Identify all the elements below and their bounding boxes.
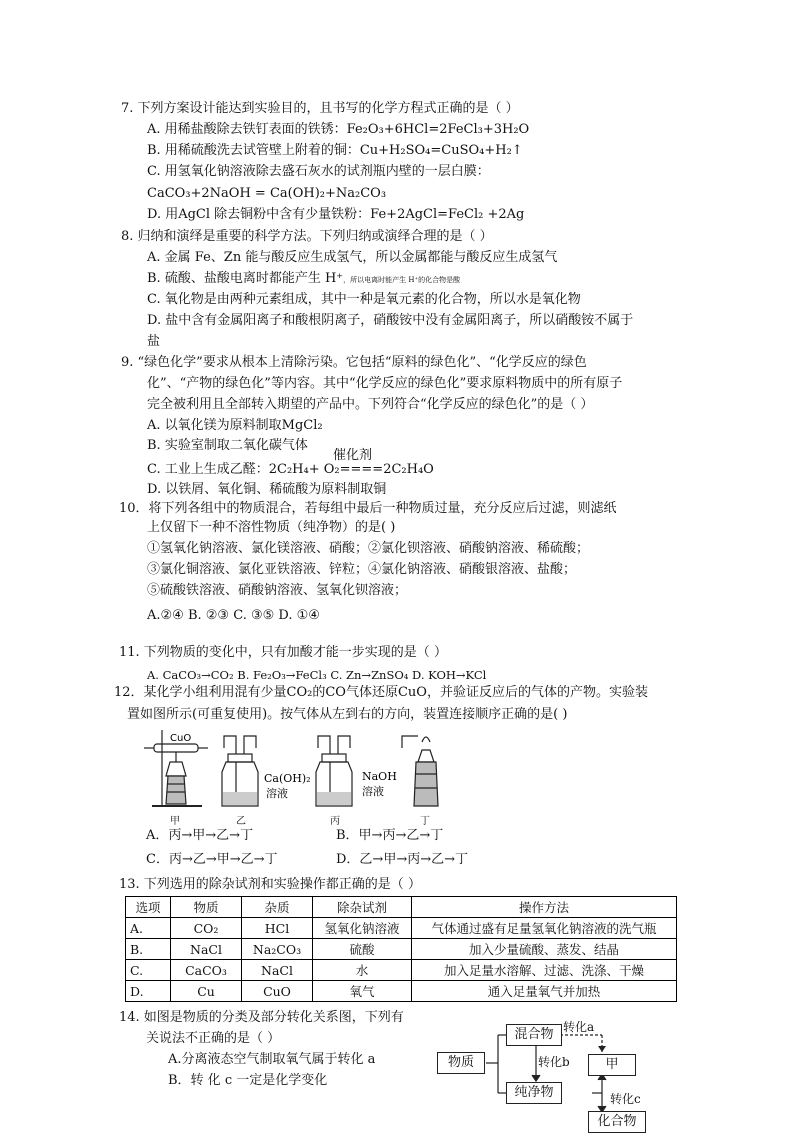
solution-naoh-label-2: 溶液 — [362, 785, 384, 798]
label-conversion-b: 转化b — [538, 1055, 570, 1069]
apparatus-ding — [402, 736, 438, 806]
table-row — [126, 918, 677, 939]
q12-apparatus-figure — [140, 728, 460, 820]
q8-option-b-main: B. 硫酸、盐酸电离时都能产生 H⁺ — [147, 271, 344, 286]
cuo-label: CuO — [170, 733, 192, 744]
table-row — [126, 960, 677, 981]
q13-stem: 13. 下列选用的除杂试剂和实验操作都正确的是（ ） — [119, 877, 421, 892]
cell: 通入足量氧气并加热 — [412, 981, 677, 1002]
q10-item-line3: ⑤硫酸铁溶液、硝酸钠溶液、氢氧化钡溶液； — [147, 583, 408, 598]
cell: A. — [126, 918, 171, 939]
table-row — [126, 939, 677, 960]
q10-options: A.②④ B. ②③ C. ③⑤ D. ①④ — [147, 608, 320, 623]
cell: CaCO₃ — [171, 960, 242, 981]
box-compound: 化合物 — [588, 1111, 646, 1133]
cell: 水 — [313, 960, 412, 981]
solution-caoh2-label: Ca(OH)₂ — [264, 772, 311, 785]
cell: NaCl — [171, 939, 242, 960]
q10-stem-line1: 10．将下列各组中的物质混合，若每组中最后一种物质过量，充分反应后过滤，则滤纸 — [119, 501, 617, 516]
header-reagent: 除杂试剂 — [313, 897, 412, 918]
label-jia: 甲 — [170, 816, 180, 827]
q14-option-a: A.分离液态空气制取氧气属于转化 a — [168, 1052, 376, 1067]
cell: 气体通过盛有足量氢氧化钠溶液的洗气瓶 — [412, 918, 677, 939]
cell: D. — [126, 981, 171, 1002]
q8-option-b — [147, 270, 460, 289]
q8-option-c: C. 氧化物是由两种元素组成，其中一种是氧元素的化合物，所以水是氧化物 — [147, 292, 581, 307]
q7-option-b: B. 用稀硫酸洗去试管壁上附着的铜：Cu+H₂SO₄=CuSO₄+H₂↑ — [147, 143, 523, 158]
apparatus-bing — [316, 736, 352, 806]
q9-stem-line1: 9. “绿色化学”要求从根本上清除污染。它包括“原料的绿色化”、“化学反应的绿色 — [121, 355, 587, 370]
label-conversion-c: 转化c — [610, 1092, 641, 1106]
cell: NaCl — [242, 960, 313, 981]
label-conversion-a: 转化a — [563, 1020, 595, 1034]
q14-stem-line2: 关说法不正确的是（ ） — [146, 1031, 281, 1046]
q8-option-d: D. 盐中含有金属阳离子和酸根阴离子，硝酸铵中没有金属阳离子，所以硝酸铵不属于 — [147, 313, 634, 328]
label-ding: 丁 — [420, 816, 430, 827]
q11-options: A. CaCO₃→CO₂ B. Fe₂O₃→FeCl₃ C. Zn→ZnSO₄ D. KOH→KCl — [147, 668, 487, 682]
cell: Cu — [171, 981, 242, 1002]
box-jia: 甲 — [588, 1054, 636, 1076]
table-header-row — [126, 897, 677, 918]
q9-option-b: B. 实验室制取二氧化碳气体 — [147, 438, 308, 453]
q8-stem: 8. 归纳和演绎是重要的科学方法。下列归纳或演绎合理的是（ ） — [121, 229, 493, 244]
cell: B. — [126, 939, 171, 960]
q12-option-b: B．甲→丙→乙→丁 — [336, 828, 444, 843]
q7-option-d: D. 用AgCl 除去铜粉中含有少量铁粉：Fe+2AgCl=FeCl₂ +2Ag — [147, 207, 525, 222]
q10-item-line1: ①氢氧化钠溶液、氯化镁溶液、硝酸；②氯化钡溶液、硝酸钠溶液、稀硫酸； — [147, 541, 590, 556]
q9-option-c: C. 工业上生成乙醛：2C₂H₄+ O₂====2C₂H₄O — [147, 462, 434, 477]
q7-option-c-equation: CaCO₃+2NaOH = Ca(OH)₂+Na₂CO₃ — [147, 186, 387, 201]
header-operation: 操作方法 — [412, 897, 677, 918]
q8-option-a: A. 金属 Fe、Zn 能与酸反应生成氢气，所以金属都能与酸反应生成氢气 — [147, 250, 558, 265]
q9-stem-line3: 完全被利用且全部转入期望的产品中。下列符合“化学反应的绿色化”的是（ ） — [147, 397, 594, 412]
cell: 氢氧化钠溶液 — [313, 918, 412, 939]
box-pure-substance: 纯净物 — [506, 1082, 562, 1104]
cell: 加入少量硫酸、蒸发、结晶 — [412, 939, 677, 960]
header-substance: 物质 — [171, 897, 242, 918]
q9-catalyst-label: 催化剂 — [333, 448, 373, 463]
box-mixture: 混合物 — [506, 1024, 562, 1046]
q9-stem-line2: 化”、“产物的绿色化”等内容。其中“化学反应的绿色化”要求原料物质中的所有原子 — [147, 376, 623, 391]
q12-stem-line1: 12．某化学小组利用混有少量CO₂的CO气体还原CuO，并验证反应后的气体的产物。实验装 — [114, 685, 648, 700]
q12-option-a: A．丙→甲→乙→丁 — [146, 828, 254, 843]
q7-option-c: C. 用氢氧化钠溶液除去盛石灰水的试剂瓶内壁的一层白膜： — [147, 164, 490, 179]
cell: HCl — [242, 918, 313, 939]
q13-table — [125, 896, 677, 1002]
header-impurity: 杂质 — [242, 897, 313, 918]
q12-stem-line2: 置如图所示(可重复使用)。按气体从左到右的方向，装置连接顺序正确的是( ) — [127, 707, 568, 722]
q7-option-a: A. 用稀盐酸除去铁钉表面的铁锈：Fe₂O₃+6HCl=2FeCl₃+3H₂O — [147, 122, 530, 137]
cell: 加入足量水溶解、过滤、洗涤、干燥 — [412, 960, 677, 981]
q10-stem-line2: 上仅留下一种不溶性物质（纯净物）的是( ) — [147, 520, 396, 535]
q9-option-d: D. 以铁屑、氧化铜、稀硫酸为原料制取铜 — [147, 482, 387, 497]
q14-stem-line1: 14. 如图是物质的分类及部分转化关系图，下列有 — [119, 1010, 404, 1025]
cell: CO₂ — [171, 918, 242, 939]
q12-option-c: C．丙→乙→甲→乙→丁 — [146, 852, 278, 867]
q8-option-d-continued: 盐 — [147, 334, 161, 349]
cell: C. — [126, 960, 171, 981]
header-option: 选项 — [126, 897, 171, 918]
solution-caoh2-label-2: 溶液 — [266, 787, 288, 800]
q8-option-b-continued: ，所以电离时能产生 H⁺的化合物是酸 — [343, 276, 461, 284]
label-bing: 丙 — [330, 816, 340, 827]
q10-item-line2: ③氯化铜溶液、氯化亚铁溶液、锌粒；④氯化钠溶液、硝酸银溶液、盐酸； — [147, 562, 577, 577]
cell: 硫酸 — [313, 939, 412, 960]
q9-option-a: A. 以氧化镁为原料制取MgCl₂ — [147, 418, 323, 433]
cell: CuO — [242, 981, 313, 1002]
q12-option-d: D．乙→甲→丙→乙→丁 — [336, 852, 468, 867]
q11-stem: 11. 下列物质的变化中，只有加酸才能一步实现的是（ ） — [119, 645, 447, 660]
table-row — [126, 981, 677, 1002]
apparatus-yi — [222, 736, 258, 806]
label-yi: 乙 — [236, 816, 246, 827]
q14-option-b: B．转 化 c 一定是化学变化 — [168, 1073, 328, 1088]
cell: Na₂CO₃ — [242, 939, 313, 960]
box-substance: 物质 — [437, 1052, 485, 1074]
cell: 氧气 — [313, 981, 412, 1002]
q7-stem: 7. 下列方案设计能达到实验目的，且书写的化学方程式正确的是（ ） — [121, 101, 519, 116]
solution-naoh-label: NaOH — [362, 770, 397, 783]
